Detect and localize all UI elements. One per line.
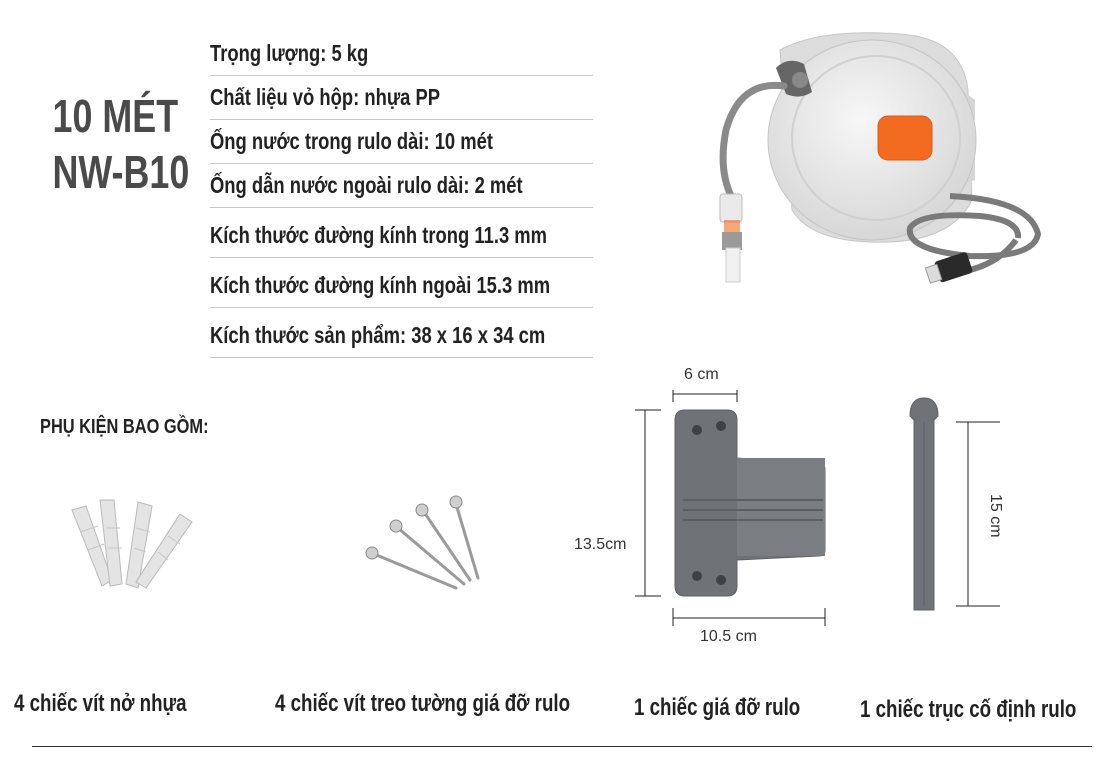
accessories-title: PHỤ KIỆN BAO GỒM: bbox=[40, 416, 209, 438]
spec-row bbox=[210, 40, 593, 76]
spec-outer-hose: Ống dẫn nước ngoài rulo dài: 2 mét bbox=[210, 172, 523, 198]
spec-inner-hose: Ống nước trong rulo dài: 10 mét bbox=[210, 128, 493, 154]
caption-wall-plugs: 4 chiếc vít nở nhựa bbox=[14, 690, 187, 717]
model-title bbox=[36, 88, 190, 200]
spec-outer-diameter: Kích thước đường kính ngoài 15.3 mm bbox=[210, 272, 551, 298]
spec-row bbox=[210, 164, 593, 208]
wall-plugs-image bbox=[50, 492, 210, 602]
bracket-height-label: 13.5cm bbox=[574, 536, 627, 553]
spec-inner-diameter: Kích thước đường kính trong 11.3 mm bbox=[210, 222, 548, 248]
spec-row bbox=[210, 308, 593, 358]
spec-row bbox=[210, 120, 593, 164]
bracket-image bbox=[625, 380, 835, 630]
screws-image bbox=[360, 492, 490, 602]
hose-reel-image bbox=[700, 20, 1060, 300]
bracket-width-label: 6 cm bbox=[684, 366, 719, 383]
spec-list bbox=[210, 40, 593, 358]
spec-row bbox=[210, 258, 593, 308]
spec-row bbox=[210, 76, 593, 120]
model-code: NW-B10 bbox=[52, 146, 190, 198]
spec-product-size: Kích thước sản phẩm: 38 x 16 x 34 cm bbox=[210, 322, 546, 348]
spec-row bbox=[210, 208, 593, 258]
caption-screws: 4 chiếc vít treo tường giá đỡ rulo bbox=[275, 690, 571, 717]
bracket-depth-label: 10.5 cm bbox=[700, 628, 757, 645]
caption-bracket: 1 chiếc giá đỡ rulo bbox=[634, 694, 801, 721]
spec-material: Chất liệu vỏ hộp: nhựa PP bbox=[210, 84, 441, 110]
spec-weight: Trọng lượng: 5 kg bbox=[210, 40, 369, 66]
caption-pin: 1 chiếc trục cố định rulo bbox=[860, 696, 1077, 723]
pin-length-label: 15 cm bbox=[987, 494, 1004, 538]
bottom-divider bbox=[32, 746, 1092, 747]
model-length: 10 MÉT bbox=[52, 90, 179, 142]
